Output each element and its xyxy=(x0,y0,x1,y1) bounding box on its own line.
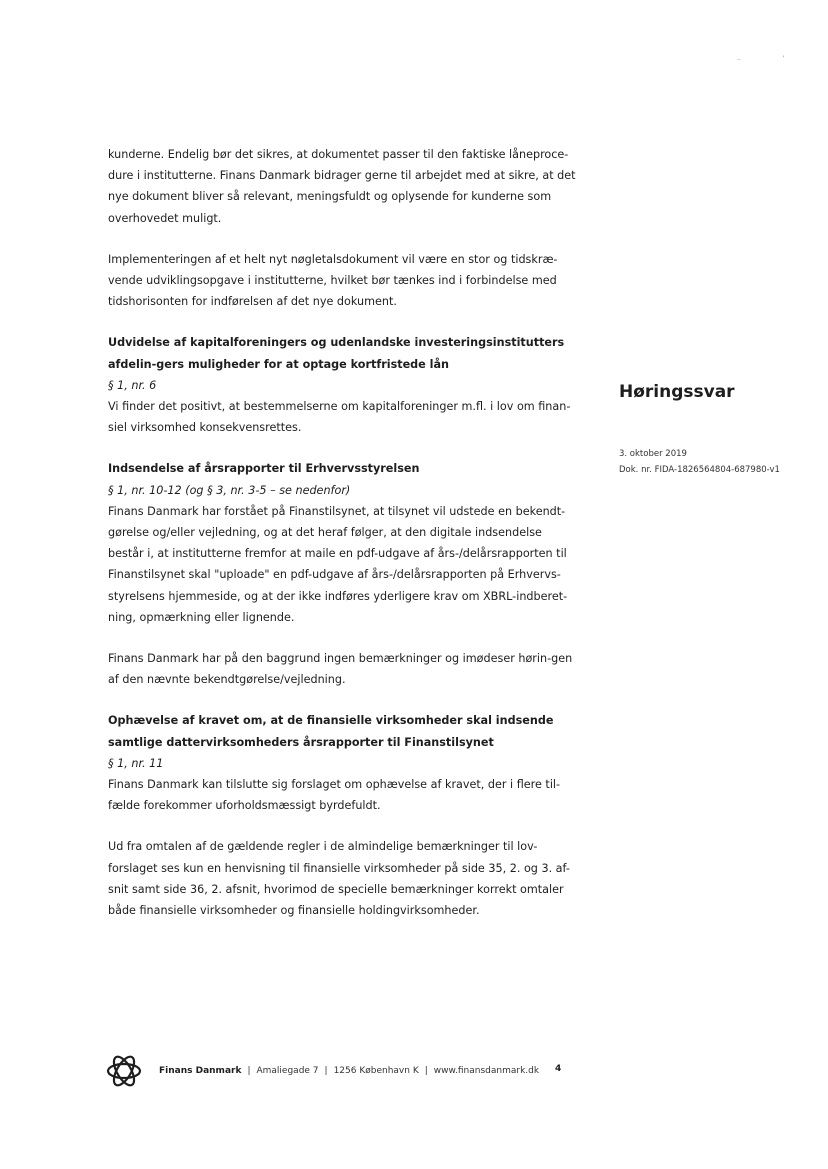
paragraph: kunderne. Endelig bør det sikres, at dokumentet passer til den faktiske låneproce-dure i institutterne. Finans Danmark bidrager gerne til arbejdet med at sikre, at det nye dokument bliver så relevant, meningsfuldt og oplysende for kunderne som overhovedet muligt. xyxy=(108,148,576,225)
page-number: 4 xyxy=(555,1064,562,1074)
document-number: Dok. nr. FIDA-1826564804-687980-v1 xyxy=(619,465,780,475)
footer-website[interactable]: www.finansdanmark.dk xyxy=(433,1066,540,1076)
finans-danmark-logo-icon xyxy=(103,1050,145,1092)
paragraph: Implementeringen af et helt nyt nøgletalsdokument vil være en stor og tidskræ-vende udviklingsopgave i institutterne, hvilket bør tænkes ind i forbindelse med tidshorisonten for indførelsen af det nye dokument. xyxy=(108,252,558,309)
section-heading: Indsendelse af årsrapporter til Erhvervsstyrelsen xyxy=(108,462,420,476)
section-heading: Ophævelse af kravet om, at de finansielle virksomheder skal indsende samtlige dattervirksomheders årsrapporter til Finanstilsynet xyxy=(108,714,554,749)
paragraph: Finans Danmark har på den baggrund ingen bemærkninger og imødeser hørin-gen af den nævnte bekendtgørelse/vejledning. xyxy=(108,652,573,687)
footer-separator: | xyxy=(424,1066,428,1076)
document-type-title: Høringssvar xyxy=(619,382,735,402)
section-reference: § 1, nr. 10-12 (og § 3, nr. 3-5 – se nedenfor) xyxy=(108,483,351,497)
section-heading: Udvidelse af kapitalforeningers og udenlandske investeringsinstitutters afdelin-gers muligheder for at optage kortfristede lån xyxy=(108,336,565,371)
paragraph: Finans Danmark kan tilslutte sig forslaget om ophævelse af kravet, der i flere til-fælde forekommer uforholdsmæssigt byrdefuldt. xyxy=(108,778,561,813)
paragraph: Finans Danmark har forstået på Finanstilsynet, at tilsynet vil udstede en bekendt-gørelse og/eller vejledning, og at det heraf følger, at den digitale indsendelse består i, at institutterne fremfor at maile en pdf-udgave af års-/delårsrapporten til Finanstilsynet skal "uploade" en pdf-udgave af års-/delårsrapporten på Erhvervs-styrelsens hjemmeside, og at der ikke indføres yderligere krav om XBRL-indberet-ning, opmærkning eller lignende. xyxy=(108,504,568,624)
section-reference: § 1, nr. 11 xyxy=(108,756,164,770)
page-footer xyxy=(103,1050,573,1092)
main-text xyxy=(108,144,578,921)
document-date: 3. oktober 2019 xyxy=(619,449,687,459)
footer-city: 1256 København K xyxy=(333,1066,419,1076)
footer-brand: Finans Danmark xyxy=(159,1066,242,1076)
paragraph: Vi finder det positivt, at bestemmelserne om kapitalforeninger m.fl. i lov om finan-siel virksomhed konsekvensrettes. xyxy=(108,400,571,435)
scan-marks xyxy=(737,55,824,62)
scan-mark: ' xyxy=(782,55,785,62)
footer-separator: | xyxy=(247,1066,251,1076)
paragraph: Ud fra omtalen af de gældende regler i de almindelige bemærkninger til lov-forslaget ses kun en henvisning til finansielle virksomheder på side 35, 2. og 3. af-snit samt side 36, 2. afsnit, hvorimod de specielle bemærkninger korrekt omtaler både finansielle virksomheder og finansielle holdingvirksomheder. xyxy=(108,840,570,918)
footer-address: Amaliegade 7 xyxy=(256,1066,319,1076)
footer-separator: | xyxy=(324,1066,328,1076)
scan-mark: .. xyxy=(737,55,741,62)
sidebar xyxy=(619,382,799,478)
section-reference: § 1, nr. 6 xyxy=(108,378,157,392)
